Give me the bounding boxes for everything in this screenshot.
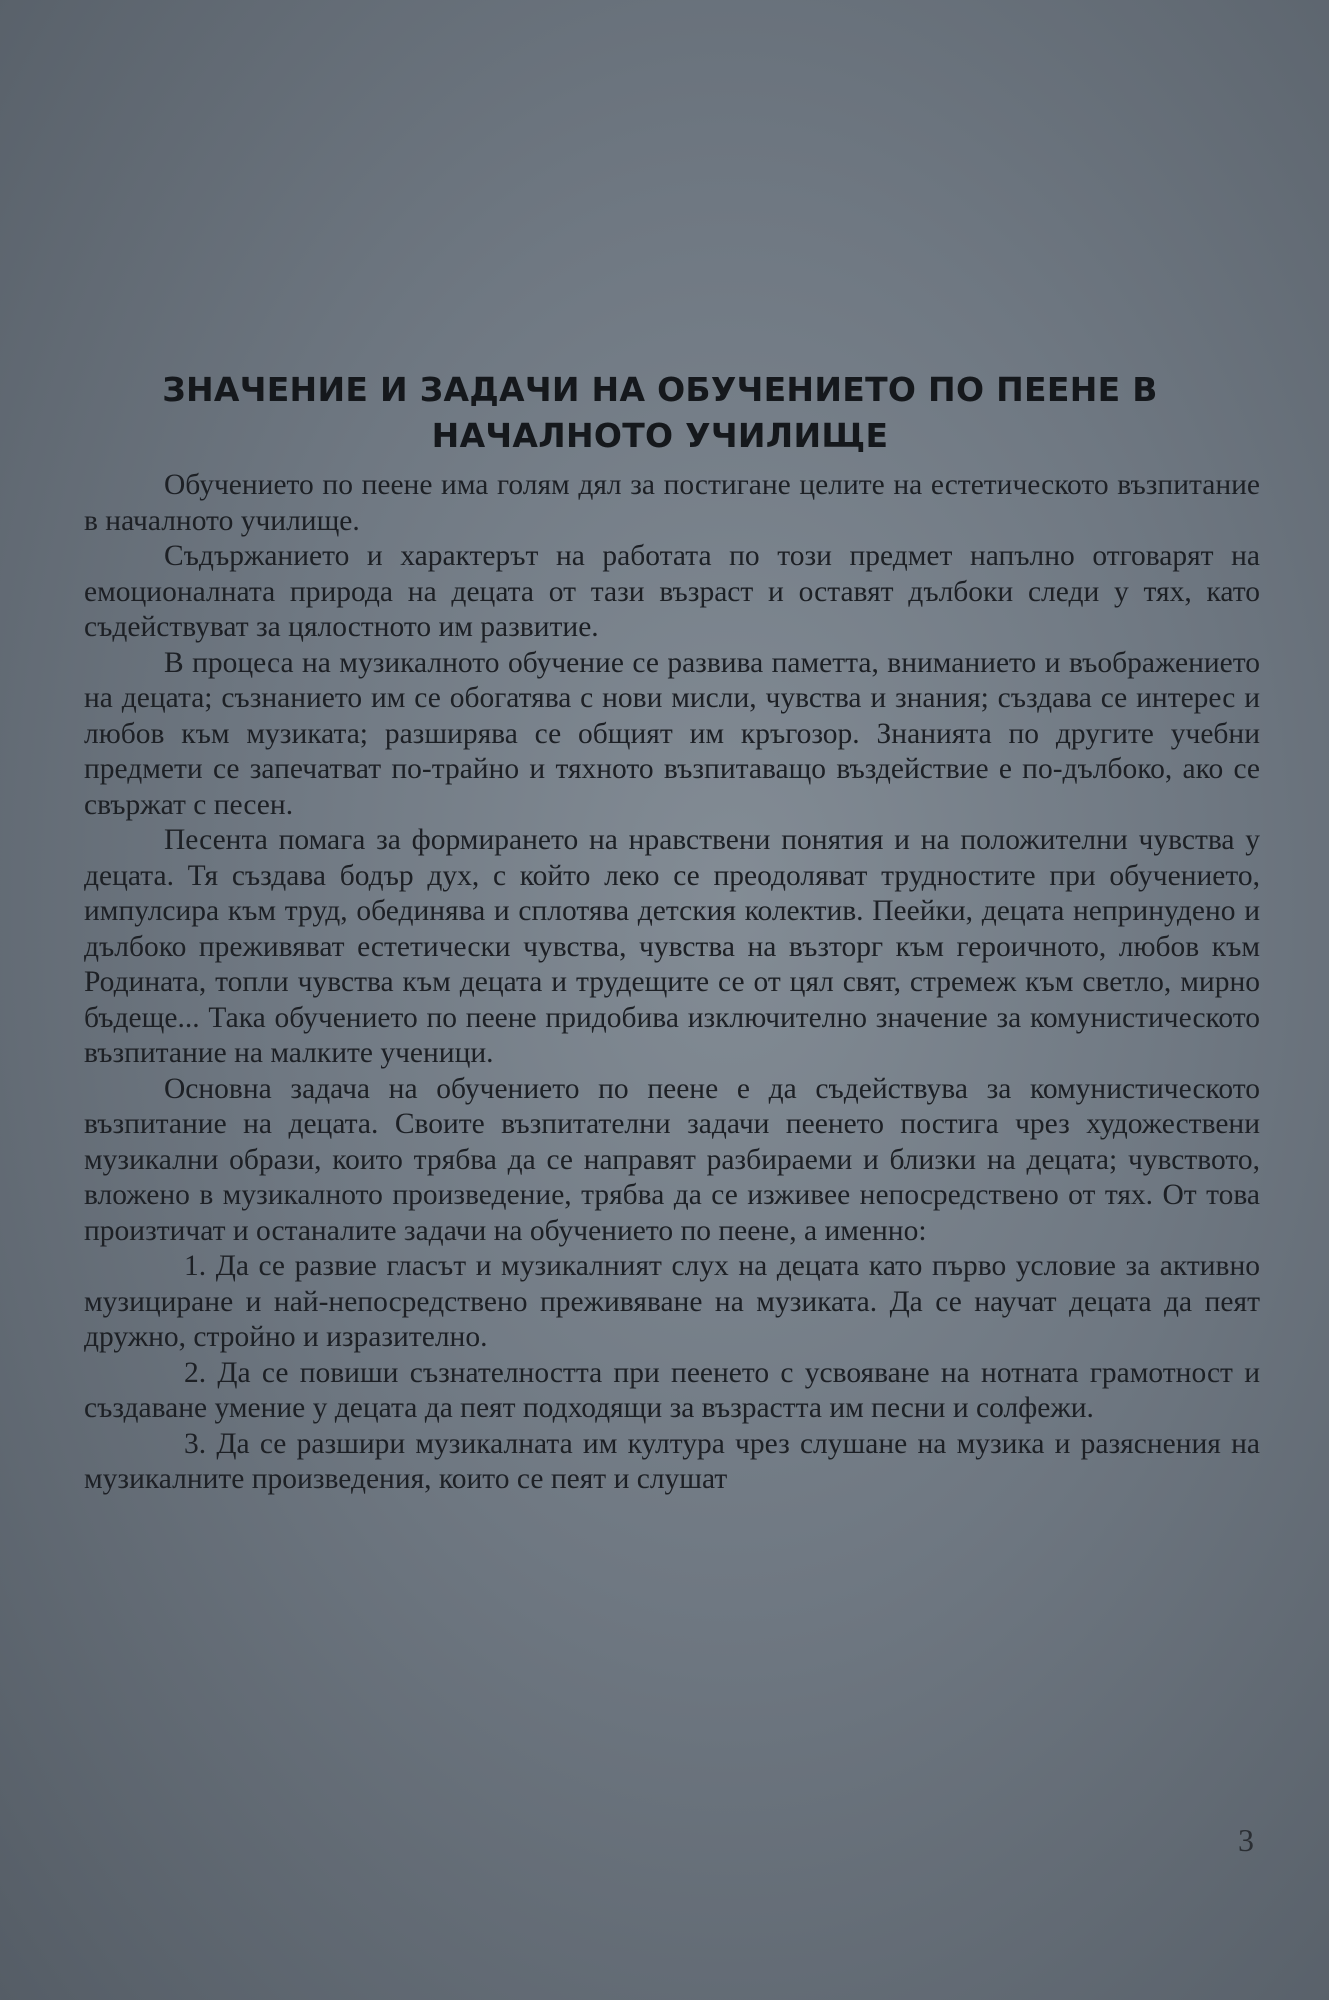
list-item: 2. Да се повиши съзнателността при пеенето с усвояване на нотната грамотност и създаване умение у децата да пеят подходящи за възрастта им песни и солфежи. <box>84 1356 1260 1424</box>
paragraph: Песента помага за формирането на нравствени понятия и на положителни чувства у децата. Тя създава бодър дух, с който леко се преодоляват трудностите при обучението, импулсира към труд, обединява и сплотява детския колектив. Пеейки, децата непринудено и дълбоко преживяват естетически чувства, чувства на възторг към героичното, любов към Родината, топли чувства към децата и трудещите се от цял свят, стремеж към светло, мирно бъдеще... Така обучението по пеене придобива изключително значение за комунистическото възпитание на малките ученици. <box>84 824 1260 1069</box>
list-item: 1. Да се развие гласът и музикалният слух на децата като първо условие за активно музициране и най-непосредствено преживяване на музиката. Да се научат децата да пеят дружно, стройно и изразително. <box>84 1250 1260 1353</box>
body-text <box>84 468 1260 1498</box>
page-number: 3 <box>1238 1822 1254 1858</box>
paragraph: Основна задача на обучението по пеене е да съдействува за комунистическото възпитание на децата. Своите възпитателни задачи пеенето постига чрез художествени музикални образи, които трябва да се направят разбираеми и близки на децата; чувството, вложено в музикалното произведение, трябва да се изживее непосредствено от тях. От това произтичат и останалите задачи на обучението по пеене, а именно: <box>84 1072 1260 1247</box>
page-title: ЗНАЧЕНИЕ И ЗАДАЧИ НА ОБУЧЕНИЕТО ПО ПЕЕНЕ В НАЧАЛНОТО УЧИЛИЩЕ <box>162 370 1158 456</box>
paragraph: Съдържанието и характерът на работата по този предмет напълно отговарят на емоционалната природа на децата от тази възраст и оставят дълбоки следи у тях, като съдействуват за цялостното им развитие. <box>84 540 1260 643</box>
list-item: 3. Да се разшири музикалната им култура чрез слушане на музика и разяснения на музикалните произведения, които се пеят и слушат <box>84 1427 1260 1495</box>
paragraph: В процеса на музикалното обучение се развива паметта, вниманието и въображението на децата; съзнанието им се обогатява с нови мисли, чувства и знания; създава се интерес и любов към музиката; разширява се общият им кръгозор. Знанията по другите учебни предмети се запечатват по-трайно и тяхното възпитаващо въздействие е по-дълбоко, ако се свържат с песен. <box>84 646 1260 821</box>
paragraph: Обучението по пеене има голям дял за постигане целите на естетическото възпитание в началното училище. <box>84 469 1260 537</box>
